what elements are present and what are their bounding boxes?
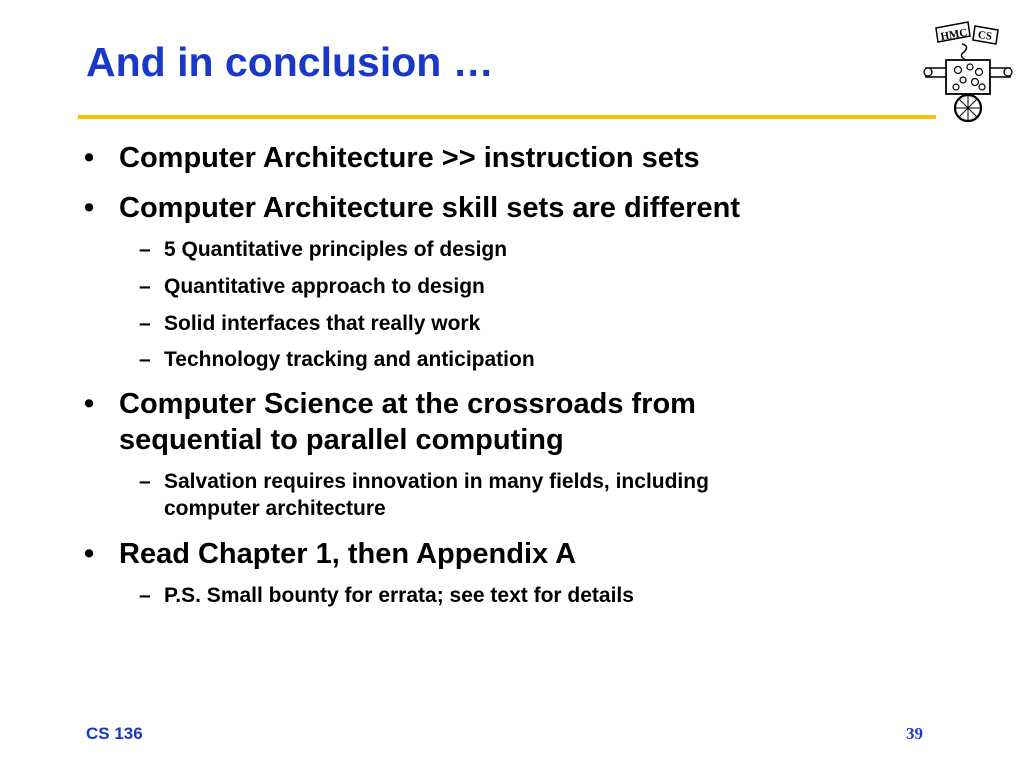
bullet-text-line: Technology tracking and anticipation [164, 348, 535, 371]
bullet-text-line: Computer Architecture skill sets are different [119, 192, 740, 224]
bullet-marker: • [84, 142, 95, 174]
bullet-text-line: P.S. Small bounty for errata; see text for details [164, 584, 634, 607]
dash-marker: – [139, 470, 151, 493]
dash-marker: – [139, 312, 151, 335]
bullet-text-line: Read Chapter 1, then Appendix A [119, 538, 577, 570]
dash-marker: – [139, 238, 151, 261]
bullet-text-line: 5 Quantitative principles of design [164, 238, 508, 261]
dash-marker: – [139, 584, 151, 607]
hmc-cs-robot-logo-icon [918, 16, 1018, 122]
bullet-text-line: Solid interfaces that really work [164, 312, 481, 335]
dash-marker: – [139, 275, 151, 298]
bullet-text-line: Computer Science at the crossroads from [119, 388, 696, 420]
logo-text-cs: CS [977, 28, 993, 43]
bullet-text-line: computer architecture [164, 497, 386, 520]
bullet-marker: • [84, 192, 95, 224]
bullet-text-line: sequential to parallel computing [119, 424, 564, 456]
footer-course: CS 136 [86, 724, 143, 743]
logo-text-hmc: HMC [939, 26, 969, 44]
page-number: 39 [906, 724, 923, 743]
slide-title: And in conclusion … [86, 39, 494, 85]
bullet-text-line: Quantitative approach to design [164, 275, 485, 298]
title-divider [78, 115, 936, 119]
bullet-text-line: Salvation requires innovation in many fields, including [164, 470, 709, 493]
dash-marker: – [139, 348, 151, 371]
bullet-marker: • [84, 538, 95, 570]
bullet-marker: • [84, 388, 95, 420]
bullet-text-line: Computer Architecture >> instruction sets [119, 142, 700, 174]
